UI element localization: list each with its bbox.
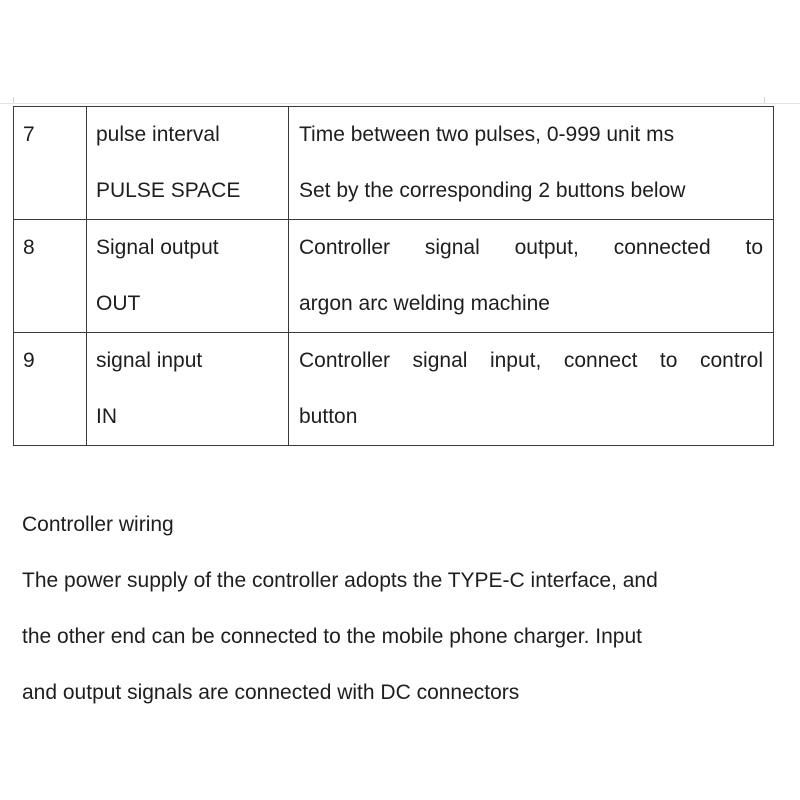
row-number: 8 <box>23 236 35 259</box>
row-description-line: Controller signal input, connect to control <box>299 349 763 372</box>
row-description-cell <box>289 107 774 220</box>
row-name-line: signal input <box>96 349 203 372</box>
row-description-cell <box>289 220 774 333</box>
row-name-line: PULSE SPACE <box>96 179 241 202</box>
row-number-cell <box>14 220 87 333</box>
row-description-line: Set by the corresponding 2 buttons below <box>299 179 686 202</box>
row-number-cell <box>14 333 87 446</box>
table-row <box>14 220 774 333</box>
row-name-cell <box>87 107 289 220</box>
controller-wiring-section <box>22 497 772 721</box>
row-name-line: Signal output <box>96 236 219 259</box>
row-name-cell <box>87 333 289 446</box>
row-name-line: pulse interval <box>96 123 220 146</box>
row-name-line: OUT <box>96 292 141 315</box>
row-number: 7 <box>23 123 35 146</box>
row-name-cell <box>87 220 289 333</box>
table-row <box>14 107 774 220</box>
row-description-line: argon arc welding machine <box>299 292 550 315</box>
row-number-cell <box>14 107 87 220</box>
row-description-line: Time between two pulses, 0-999 unit ms <box>299 123 675 146</box>
row-description-line: Controller signal output, connected to <box>299 236 763 259</box>
row-description-cell <box>289 333 774 446</box>
header-rule-tick-left <box>13 97 14 103</box>
section-heading: Controller wiring <box>22 513 174 536</box>
paragraph-line: the other end can be connected to the mobile phone charger. Input <box>22 625 642 648</box>
row-name-line: IN <box>96 405 117 428</box>
paragraph-line: The power supply of the controller adopts the TYPE-C interface, and <box>22 569 658 592</box>
table-row <box>14 333 774 446</box>
header-rule-tick-right <box>764 97 765 103</box>
row-description-line: button <box>299 405 358 428</box>
page-header-rule <box>0 103 800 104</box>
controller-spec-table <box>13 106 774 446</box>
paragraph-line: and output signals are connected with DC connectors <box>22 681 520 704</box>
row-number: 9 <box>23 349 35 372</box>
